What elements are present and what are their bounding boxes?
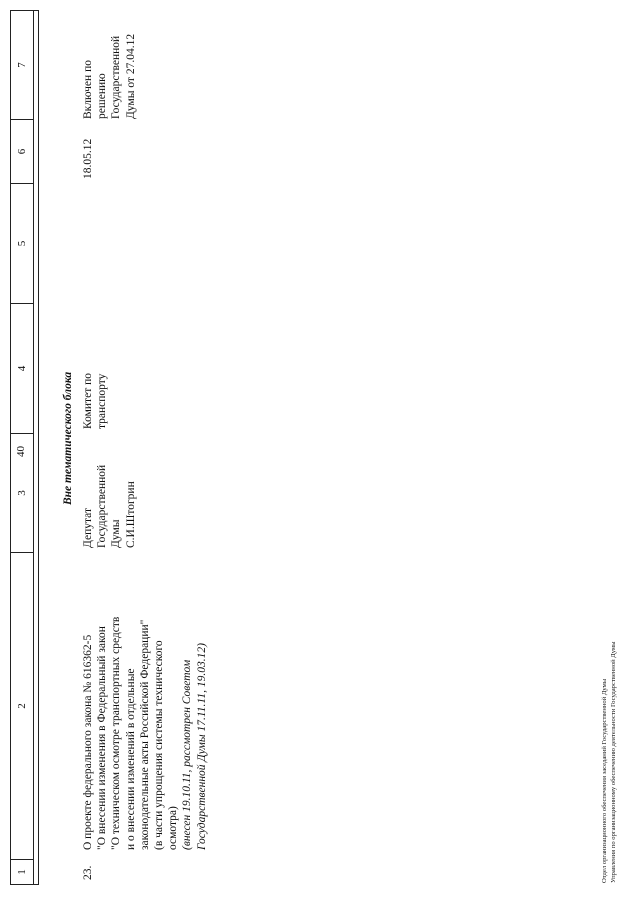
- column-number-2: 2: [11, 553, 34, 860]
- status-line: Думы от 27.04.12: [124, 33, 137, 119]
- bill-description: [81, 560, 209, 850]
- page-number: 40: [15, 446, 27, 457]
- description-line: и о внесении изменений в отдельные: [124, 668, 137, 850]
- description-line: законодательные акты Российской Федерации": [138, 619, 151, 850]
- bill-author: [81, 438, 138, 548]
- submission-note-line: Государственной Думы 17.11.11, 19.03.12): [195, 643, 208, 850]
- column-number-7: 7: [11, 11, 34, 120]
- column-number-4: 4: [11, 304, 34, 434]
- responsible-committee: [81, 329, 109, 429]
- description-line: О проекте федерального закона № 616362-5: [82, 634, 94, 850]
- status-line: Государственной: [110, 35, 123, 119]
- committee-line: Комитет по: [82, 373, 94, 429]
- submission-note-line: (внесен 19.10.11, рассмотрен Советом: [181, 659, 194, 850]
- description-line: (в части упрощения системы технического: [153, 640, 166, 850]
- section-title: Вне тематического блока: [62, 371, 74, 505]
- column-number-3: 3: [11, 434, 34, 553]
- author-line: С.И.Штогрин: [124, 481, 137, 548]
- column-number-5: 5: [11, 184, 34, 304]
- author-line: Государственной: [96, 464, 109, 548]
- column-number-6: 6: [11, 120, 34, 184]
- description-line: "О внесении изменения в Федеральный закон: [96, 626, 109, 850]
- row-number: 23.: [82, 865, 94, 880]
- status-line: Включен по: [82, 60, 94, 119]
- committee-line: транспорту: [96, 373, 109, 429]
- footer-note: [600, 641, 618, 883]
- footer-line-2: Управления по организационному обеспечению деятельности Государственной Думы: [610, 641, 617, 883]
- column-number-1: 1: [11, 860, 34, 885]
- column-header-table: [10, 10, 39, 885]
- status-line: решению: [96, 73, 109, 119]
- inclusion-status: [81, 19, 138, 119]
- author-line: Думы: [110, 519, 123, 548]
- author-line: Депутат: [82, 508, 94, 548]
- description-line: осмотра): [167, 806, 180, 850]
- consideration-date: 18.05.12: [82, 138, 94, 179]
- footer-line-1: Отдел организационного обеспечения заседаний Государственной Думы: [601, 678, 608, 883]
- description-line: "О техническом осмотре транспортных средств: [110, 616, 123, 850]
